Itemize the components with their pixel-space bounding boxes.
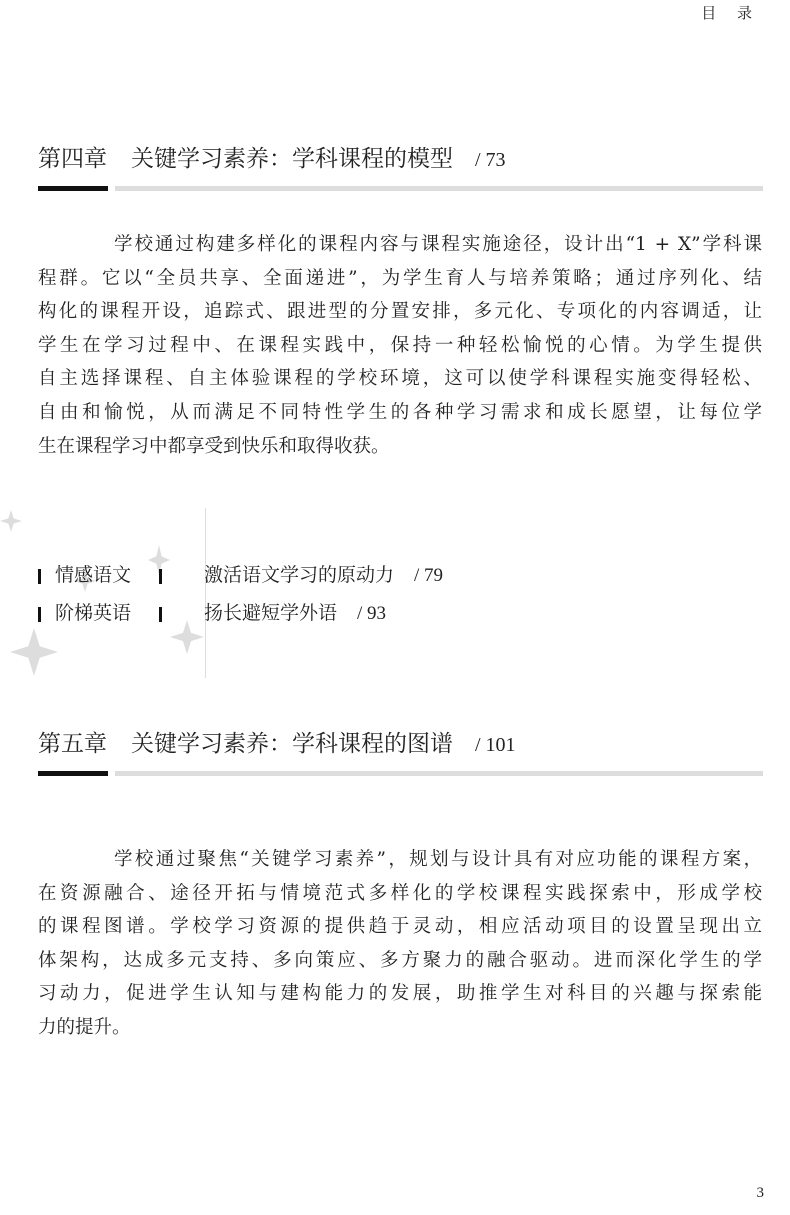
chapter-page: / 101 bbox=[475, 734, 516, 756]
text-line: 学校通过构建多样化的课程内容与课程实施途径，设计出“1 + X”学科课 bbox=[114, 234, 762, 255]
bar-marker-icon bbox=[38, 607, 41, 622]
entry-page: / 79 bbox=[414, 565, 444, 586]
heading-rule-dark bbox=[38, 771, 108, 776]
chapter-4-heading bbox=[38, 140, 506, 173]
entry-title: 扬长避短学外语 bbox=[204, 602, 338, 624]
toc-entry[interactable] bbox=[38, 598, 387, 625]
text-line: 生在课程学习中都享受到快乐和取得收获。 bbox=[38, 435, 390, 457]
text-line: 体架构，达成多元支持、多向策应、多方聚力的融合驱动。进而深化学生的学 bbox=[38, 949, 762, 971]
heading-rule-light bbox=[115, 771, 763, 776]
heading-rule-light bbox=[115, 186, 763, 191]
text-line: 的课程图谱。学校学习资源的提供趋于灵动，相应活动项目的设置呈现出立 bbox=[38, 916, 762, 938]
bar-marker-icon bbox=[159, 569, 162, 584]
entry-page: / 93 bbox=[357, 603, 387, 624]
running-header: 目 录 bbox=[701, 4, 760, 22]
bar-marker-icon bbox=[38, 569, 41, 584]
toc-entry[interactable] bbox=[38, 560, 444, 587]
text-line: 自主选择课程、自主体验课程的学校环境，这可以使学科课程实施变得轻松、 bbox=[38, 368, 762, 390]
chapter-4-summary bbox=[38, 228, 762, 463]
subject-label: 阶梯英语 bbox=[55, 602, 132, 624]
text-line: 力的提升。 bbox=[38, 1016, 131, 1038]
text-line: 程群。它以“全员共享、全面递进”，为学生育人与培养策略；通过序列化、结 bbox=[38, 267, 762, 289]
star-decoration-icon bbox=[170, 620, 204, 654]
subject-label: 情感语文 bbox=[55, 564, 132, 586]
text-line: 在资源融合、途径开拓与情境范式多样化的学校课程实践探索中，形成学校 bbox=[38, 882, 762, 904]
divider-line bbox=[205, 508, 206, 678]
text-line: 学校通过聚焦“关键学习素养”，规划与设计具有对应功能的课程方案， bbox=[114, 849, 762, 870]
chapter-5-heading bbox=[38, 725, 516, 758]
chapter-title: 关键学习素养：学科课程的模型 bbox=[131, 146, 453, 172]
chapter-label: 第四章 bbox=[38, 146, 107, 172]
chapter-5-summary bbox=[38, 843, 762, 1045]
text-line: 习动力，促进学生认知与建构能力的发展，助推学生对科目的兴趣与探索能 bbox=[38, 983, 762, 1005]
entry-title: 激活语文学习的原动力 bbox=[204, 564, 395, 586]
bar-marker-icon bbox=[159, 607, 162, 622]
chapter-page: / 73 bbox=[475, 149, 506, 171]
page-number: 3 bbox=[756, 1185, 764, 1201]
text-line: 构化的课程开设，追踪式、跟进型的分置安排，多元化、专项化的内容调适，让 bbox=[38, 301, 762, 323]
star-decoration-icon bbox=[10, 628, 58, 676]
chapter-title: 关键学习素养：学科课程的图谱 bbox=[131, 731, 453, 757]
text-line: 自由和愉悦，从而满足不同特性学生的各种学习需求和成长愿望，让每位学 bbox=[38, 401, 762, 423]
text-line: 学生在学习过程中、在课程实践中，保持一种轻松愉悦的心情。为学生提供 bbox=[38, 334, 762, 356]
star-decoration-icon bbox=[0, 510, 22, 532]
chapter-label: 第五章 bbox=[38, 731, 107, 757]
heading-rule-dark bbox=[38, 186, 108, 191]
